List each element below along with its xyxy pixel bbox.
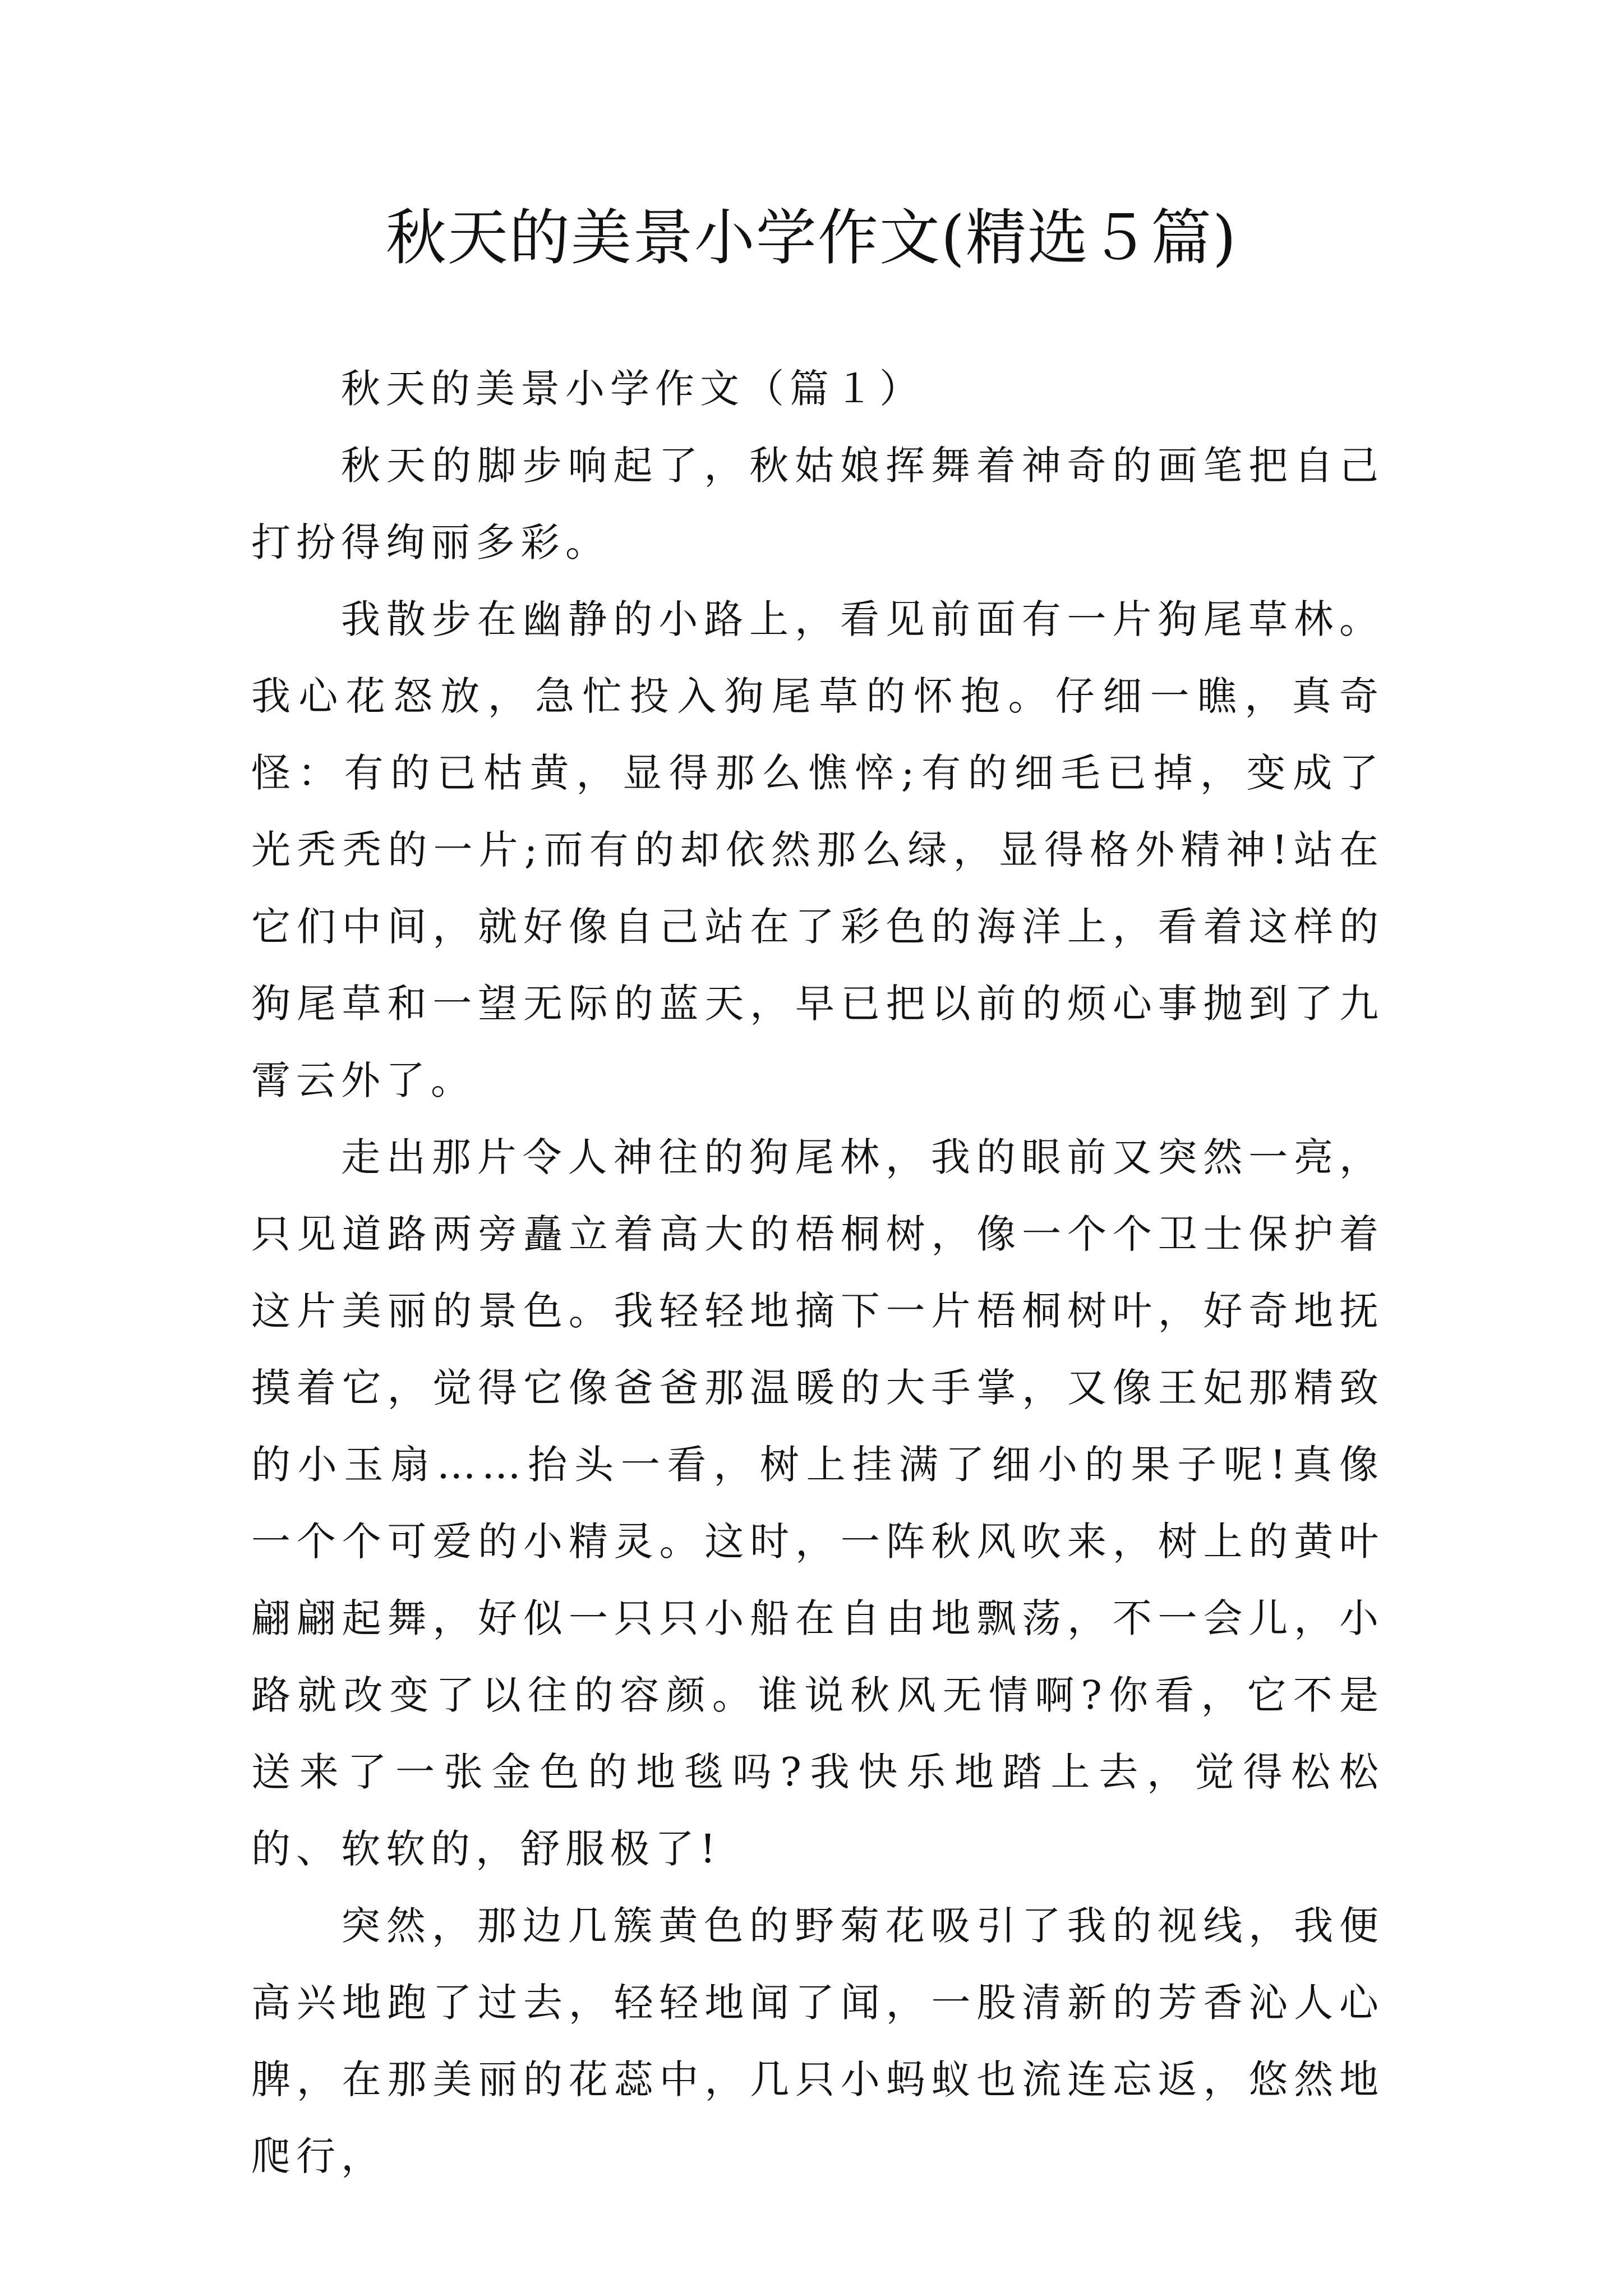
section-heading: 秋天的美景小学作文（篇１） [341, 366, 924, 412]
document-body [251, 351, 1384, 2195]
paragraph-4: 突然，那边几簇黄色的野菊花吸引了我的视线，我便高兴地跑了过去，轻轻地闻了闻，一股清新的芳香沁人心脾，在那美丽的花蕊中，几只小蚂蚁也流连忘返，悠然地爬行， [251, 1903, 1384, 2179]
document-title: 秋天的美景小学作文(精选５篇) [385, 203, 1238, 273]
paragraph-1: 秋天的脚步响起了，秋姑娘挥舞着神奇的画笔把自己打扮得绚丽多彩。 [251, 443, 1384, 565]
paragraph-2: 我散步在幽静的小路上，看见前面有一片狗尾草林。我心花怒放，急忙投入狗尾草的怀抱。仔细一瞧，真奇怪：有的已枯黄，显得那么憔悴;有的细毛已掉，变成了光秃秃的一片;而有的却依然那么绿，显得格外精神!站在它们中间，就好像自己站在了彩色的海洋上，看着这样的狗尾草和一望无际的蓝天，早已把以前的烦心事抛到了九霄云外了。 [251, 596, 1384, 1103]
paragraph-3: 走出那片令人神往的狗尾林，我的眼前又突然一亮，只见道路两旁矗立着高大的梧桐树，像一个个卫士保护着这片美丽的景色。我轻轻地摘下一片梧桐树叶，好奇地抚摸着它，觉得它像爸爸那温暖的大手掌，又像王妃那精致的小玉扇……抬头一看，树上挂满了细小的果子呢!真像一个个可爱的小精灵。这时，一阵秋风吹来，树上的黄叶翩翩起舞，好似一只只小船在自由地飘荡，不一会儿，小路就改变了以往的容颜。谁说秋风无情啊?你看，它不是送来了一张金色的地毯吗?我快乐地踏上去，觉得松松的、软软的，舒服极了! [251, 1134, 1384, 1872]
